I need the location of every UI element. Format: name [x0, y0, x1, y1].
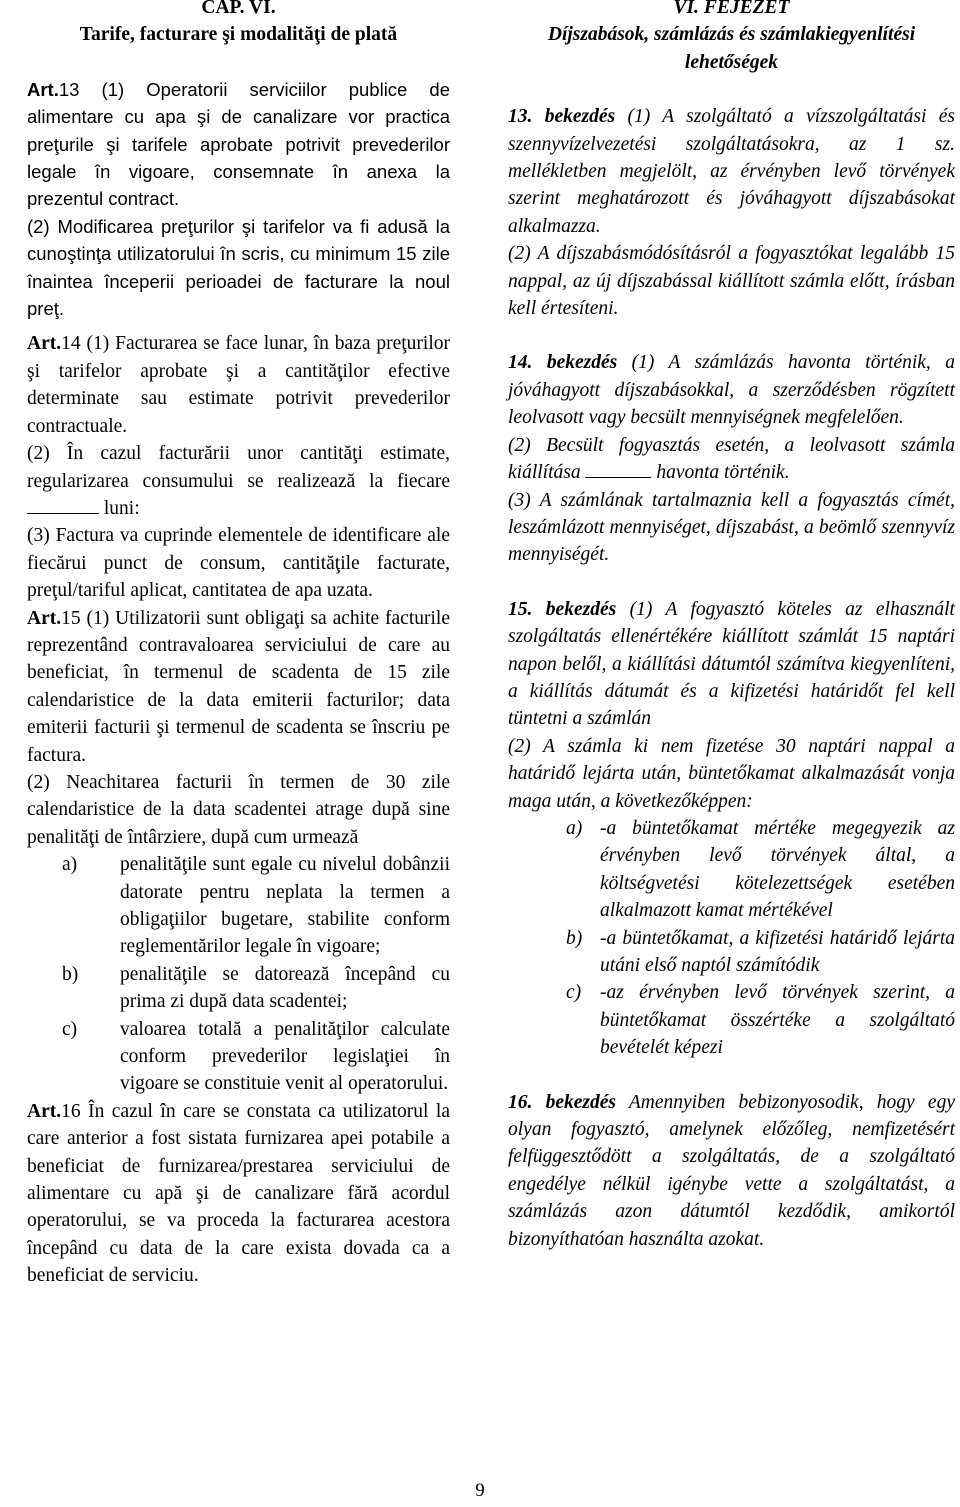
art14-text-2a: (2) În cazul facturării unor cantităţi estimate, regularizarea consumului se realizează la fiecare — [27, 443, 450, 492]
list-marker: c) — [566, 982, 582, 1004]
s14-paragraph-2 — [508, 432, 955, 487]
s13-text-1: (1) A szolgáltató a vízszolgáltatási és szennyvízelvezetési szolgáltatásokra, az 1 sz. mellékletben megjelölt, az érvényben levő törvények szerint meghatározott és jóváhagyott díjszabásokat alkalmazza. — [508, 106, 955, 237]
art16-paragraph-1 — [27, 1098, 450, 1290]
list-item — [508, 925, 955, 980]
s14-paragraph-3: (3) A számlának tartalmaznia kell a fogyasztás címét, leszámlázott mennyiséget, díjszabást, a beömlő szennyvíz mennyiségét. — [508, 489, 955, 566]
fill-in-blank-billing[interactable] — [585, 459, 651, 478]
list-marker: a) — [566, 817, 583, 839]
art16-label: Art. — [27, 1100, 62, 1122]
list-item — [54, 851, 450, 961]
s14-paragraph-1 — [508, 349, 955, 431]
art15-text-1: 15 (1) Utilizatorii sunt obligaţi sa achite facturile reprezentând contravaloarea serviciului de care au beneficiat, în termenul de scadenta de 15 zile calendaristice de la data emiterii facturilor; data emiterii facturii şi termenul de scadenta se înscriu pe factura. — [27, 607, 450, 766]
list-item-text: -a büntetőkamat mértéke megegyezik az érvényben levő törvények által, a költségvetési kötelezettségek esetében alkalmazott kamat mértékével — [600, 817, 955, 922]
art13-text-1: 13 (1) Operatorii serviciilor publice de alimentare cu apa şi de canalizare vor practica preţurile şi tarifele aprobate potrivit prevederilor legale în vigoare, consemnate în anexa la prezentul contract. — [27, 78, 450, 210]
s15-list — [508, 815, 955, 1062]
list-item-text: penalităţile se datorează începând cu prima zi după data scadentei; — [120, 963, 450, 1013]
list-item-text: valoarea totală a penalităţilor calculate conform prevederilor legislaţiei în vigoare se constituie venit al operatorului. — [120, 1018, 450, 1095]
s13-paragraph-2: (2) A díjszabásmódósításról a fogyasztókat legalább 15 nappal, az új díjszabással kiállított számla előtt, írásban kell értesíteni. — [508, 243, 955, 320]
s13-paragraph-1 — [508, 103, 955, 240]
chapter-subtitle-ro: Tarife, facturare şi modalităţi de plată — [79, 24, 398, 46]
s15-text-1: (1) A fogyasztó köteles az elhasznált szolgáltatás ellenértékére kiállított számlát 15 naptári napon belől, a kiállítási dátumtól számítva kiegyenlíteni, a kiállítás dátumát és a kifizetési határidőt fel kell tüntetni a számlán — [508, 598, 955, 730]
s14-label: 14. bekezdés — [508, 352, 618, 374]
s14-text-2b: havonta történik. — [656, 462, 790, 484]
s15-paragraph-2: (2) A számla ki nem fizetése 30 naptári nappal a határidő lejárta után, büntetőkamat alkalmazását vonja maga után, a következőképpen: — [508, 735, 955, 812]
list-marker: a) — [62, 854, 78, 876]
chapter-heading-hu: VI. FEJEZET — [673, 0, 790, 18]
art13-label: Art. — [27, 78, 59, 100]
s16-paragraph-1 — [508, 1089, 955, 1253]
list-item — [508, 815, 955, 925]
fill-in-blank-months[interactable] — [27, 495, 99, 514]
s16-label: 16. bekezdés — [508, 1091, 616, 1113]
art15-paragraph-1 — [27, 605, 450, 769]
romanian-column — [27, 0, 450, 1290]
list-item-text: -a büntetőkamat, a kifizetési határidő lejárta utáni első naptól számítódik — [600, 927, 955, 976]
list-marker: b) — [62, 963, 79, 985]
list-marker: c) — [62, 1018, 78, 1040]
list-item — [54, 1016, 450, 1098]
art14-paragraph-1 — [27, 330, 450, 440]
art13-paragraph-2: (2) Modificarea preţurilor şi tarifelor va fi adusă la cunoştinţa utilizatorului în scris, cu minimum 15 zile înaintea începerii perioadei de facturare la noul preţ. — [27, 215, 450, 320]
chapter-heading-ro: CAP. VI. — [201, 0, 276, 18]
s15-label: 15. bekezdés — [508, 598, 617, 620]
s14-text-1: (1) A számlázás havonta történik, a jóváhagyott díjszabásokkal, a szerződésben rögzített leolvasott vagy becsült mennyiségnek megfelelően. — [508, 352, 955, 429]
art15-paragraph-2: (2) Neachitarea facturii în termen de 30 zile calendaristice de la data scadentei atrage după sine penalităţi de întârziere, după cum urmează — [27, 771, 450, 848]
s16-text-1: Amennyiben bebizonyosodik, hogy egy olyan fogyasztó, amelynek előzőleg, nemfizetésért felfüggesztődött a szolgáltatás, de a szolgáltató engedélye nélkül igénybe vette a szolgáltatást, a számlázás azon dátumtól kezdődik, amikortól bizonyíthatóan használta azokat. — [508, 1091, 955, 1250]
art14-text-1: 14 (1) Facturarea se face lunar, în baza preţurilor şi tarifelor aprobate şi a cantităţilor efective determinate sau estimate potrivit prevederilor contractuale. — [27, 333, 450, 437]
list-item-text: -az érvényben levő törvények szerint, a büntetőkamat összértéke a szolgáltató bevételét képezi — [600, 982, 955, 1059]
art14-label: Art. — [27, 333, 62, 355]
s13-label: 13. bekezdés — [508, 106, 616, 128]
list-item-text: penalităţile sunt egale cu nivelul dobânzii datorate pentru neplata la termen a obligaţiilor bugetare, stabilite conform reglementărilor legale în vigoare; — [120, 854, 450, 958]
art15-label: Art. — [27, 607, 62, 629]
art13-paragraph-1 — [27, 76, 450, 213]
s15-paragraph-1 — [508, 596, 955, 733]
hungarian-column — [508, 0, 955, 1253]
list-item — [508, 979, 955, 1061]
art14-paragraph-3: (3) Factura va cuprinde elementele de identificare ale fiecărui punct de consum, cantităţile facturate, preţul/tariful aplicat, cantitatea de apa uzata. — [27, 525, 450, 602]
page-number: 9 — [475, 1480, 485, 1501]
list-item — [54, 961, 450, 1016]
art14-paragraph-2 — [27, 440, 450, 522]
list-marker: b) — [566, 927, 583, 949]
art15-list — [27, 851, 450, 1098]
art14-text-2b: luni: — [103, 497, 140, 519]
chapter-subtitle-hu: Díjszabások, számlázás és számlakiegyenlítési lehetőségek — [547, 24, 916, 73]
art16-text-1: 16 În cazul în care se constata ca utilizatorul la care anterior a fost sistata furnizarea apei potabile a beneficiat de furnizarea/prestarea serviciului de alimentare cu apă şi de canalizare fără acordul operatorului, se va proceda la facturarea acestora începând cu data de la care exista dovada ca a beneficiat de serviciu. — [27, 1100, 450, 1287]
s14-text-2a: (2) Becsült fogyasztás esetén, a leolvasott számla kiállítása — [508, 434, 955, 484]
